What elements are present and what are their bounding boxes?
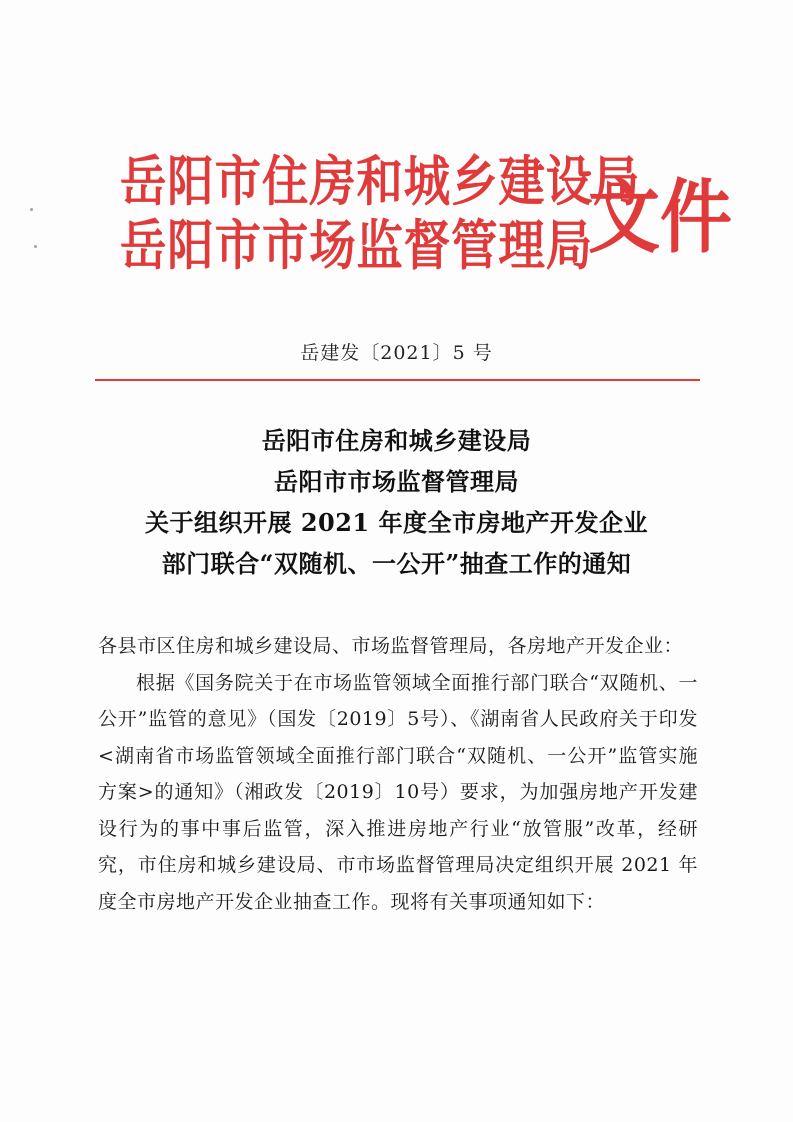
red-header <box>120 150 732 290</box>
title-line-2: 岳阳市市场监督管理局 <box>274 467 519 496</box>
authority-line-market: 岳阳市市场监督管理局 <box>120 214 593 277</box>
notice-title <box>60 420 733 584</box>
title-line-4: 部门联合“双随机、一公开”抽查工作的通知 <box>161 549 632 578</box>
title-line-1: 岳阳市住房和城乡建设局 <box>261 426 532 455</box>
title-line-3: 关于组织开展 2021 年度全市房地产开发企业 <box>144 508 648 537</box>
scan-speck <box>30 208 33 211</box>
red-divider-line <box>95 379 700 381</box>
notice-body <box>98 628 698 920</box>
scan-speck <box>34 245 37 248</box>
salutation: 各县市区住房和城乡建设局、市场监督管理局，各房地产开发企业： <box>98 635 684 657</box>
document-number: 岳建发〔2021〕5 号 <box>300 342 493 364</box>
doc-type-label: 文件 <box>588 171 732 264</box>
authority-line-housing: 岳阳市住房和城乡建设局 <box>120 150 641 213</box>
body-paragraph: 根据《国务院关于在市场监管领域全面推行部门联合“双随机、一公开”监管的意见》（国发〔2019〕5号）、《湖南省人民政府关于印发<湖南省市场监管领域全面推行部门联合“双随机、一公开”监管实施方案>的通知》（湘政发〔2019〕10号）要求，为加强房地产开发建设行为的事中事后监管，深入推进房地产行业“放管服”改革，经研究，市住房和城乡建设局、市市场监督管理局决定组织开展 2021 年度全市房地产开发企业抽查工作。现将有关事项通知如下： <box>98 671 698 913</box>
